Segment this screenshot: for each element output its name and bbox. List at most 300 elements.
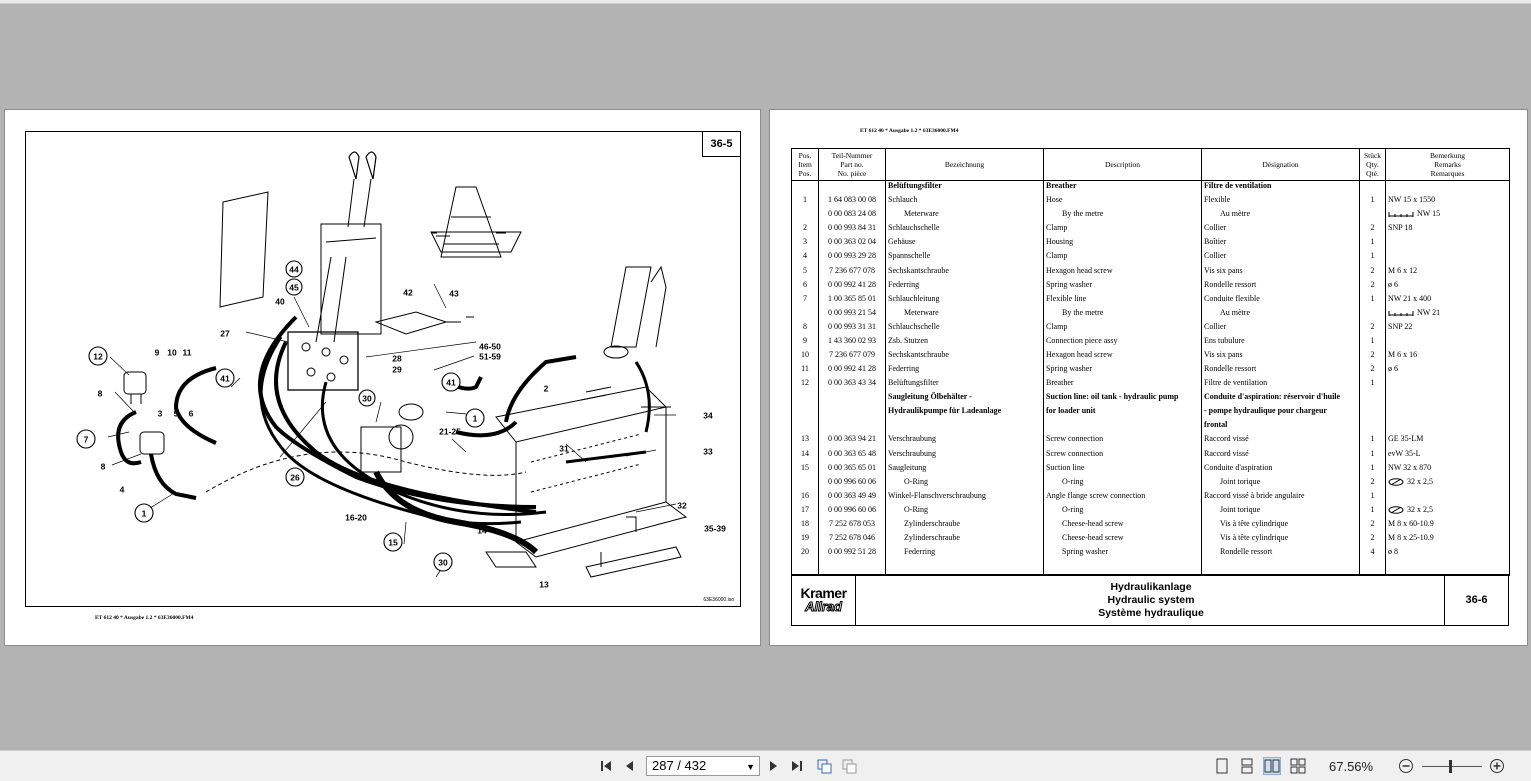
page-number-input[interactable]: 287 / 432 ▼ <box>646 756 760 776</box>
cell-pos <box>792 477 819 491</box>
cell-qty: 1 <box>1360 251 1386 265</box>
cell-de: Schlauch <box>886 195 1044 209</box>
cell-part: 7 236 677 078 <box>819 266 886 280</box>
cell-fr: Conduite d'aspiration <box>1202 463 1360 477</box>
cell-part: 0 00 993 29 28 <box>819 251 886 265</box>
cell-qty: 1 <box>1360 336 1386 350</box>
previous-page-button[interactable] <box>621 757 639 775</box>
table-row <box>792 533 1510 547</box>
cell-de: Saugleitung Ölbehälter - <box>886 392 1044 406</box>
table-row <box>792 294 1510 308</box>
cell-fr: Ens tubulure <box>1202 336 1360 350</box>
col-header-de: Bezeichnung <box>886 149 1044 181</box>
cell-fr: Boîtier <box>1202 237 1360 251</box>
cell-part: 1 00 365 85 01 <box>819 294 886 308</box>
table-row <box>792 350 1510 364</box>
callout-12: 12 <box>93 351 103 362</box>
cell-qty <box>1360 209 1386 223</box>
cell-de: O-Ring <box>886 505 1044 519</box>
cell-qty: 2 <box>1360 533 1386 547</box>
cell-en: Clamp <box>1044 223 1202 237</box>
cell-de: Schlauchschelle <box>886 322 1044 336</box>
cell-de: Federring <box>886 280 1044 294</box>
remark-text: NW 15 <box>1417 209 1441 219</box>
cell-qty: 1 <box>1360 505 1386 519</box>
table-row <box>792 223 1510 237</box>
cell-pos <box>792 209 819 223</box>
cell-part <box>819 392 886 406</box>
callout-6: 6 <box>188 408 194 419</box>
cell-de: Hydraulikpumpe für Ladeanlage <box>886 406 1044 420</box>
zoom-slider-track[interactable] <box>1422 766 1482 767</box>
callout-11: 11 <box>182 347 192 358</box>
cell-en: Suction line: oil tank - hydraulic pump <box>1044 392 1202 406</box>
cell-part: 0 00 992 41 28 <box>819 280 886 294</box>
callout-31: 31 <box>559 443 569 454</box>
cell-pos <box>792 308 819 322</box>
cell-de: Saugleitung <box>886 463 1044 477</box>
cell-pos: 16 <box>792 491 819 505</box>
page-header: ET 612 40 * Ausgabe 1.2 * 63E36000.FM4 <box>860 128 959 134</box>
cell-en <box>1044 420 1202 434</box>
cell-fr: Flexible <box>1202 195 1360 209</box>
cell-en: Hexagon head screw <box>1044 266 1202 280</box>
cell-qty: 1 <box>1360 237 1386 251</box>
title-en: Hydraulic system <box>1107 593 1195 606</box>
cell-qty: 1 <box>1360 463 1386 477</box>
last-page-icon <box>790 759 804 773</box>
cell-fr: Raccord vissé <box>1202 434 1360 448</box>
cell-en: Housing <box>1044 237 1202 251</box>
table-row <box>792 209 1510 223</box>
cell-de: Zsb. Stutzen <box>886 336 1044 350</box>
cell-en: Breather <box>1044 378 1202 392</box>
cell-rem <box>1386 378 1510 392</box>
next-page-icon <box>766 759 780 773</box>
cell-rem: SNP 22 <box>1386 322 1510 336</box>
col-header-en: Description <box>1044 149 1202 181</box>
cell-qty <box>1360 181 1386 196</box>
cell-rem: GE 35-LM <box>1386 434 1510 448</box>
cell-en: for loader unit <box>1044 406 1202 420</box>
cell-de: Spannschelle <box>886 251 1044 265</box>
cell-de: Zylinderschraube <box>886 533 1044 547</box>
cell-pos: 13 <box>792 434 819 448</box>
cell-rem: ø 6 <box>1386 280 1510 294</box>
callout-1b: 1 <box>472 413 478 424</box>
table-row <box>792 477 1510 491</box>
page-number-box: 36-5 <box>702 131 741 157</box>
cell-pos: 18 <box>792 519 819 533</box>
cell-en: Spring washer <box>1044 547 1202 561</box>
cell-fr: Conduite d'aspiration: réservoir d'huile <box>1202 392 1360 406</box>
single-page-icon <box>1215 758 1229 774</box>
cell-part: 0 00 083 24 08 <box>819 209 886 223</box>
cell-rem <box>1386 392 1510 406</box>
table-row <box>792 434 1510 448</box>
cell-part: 0 00 992 41 28 <box>819 364 886 378</box>
cell-part: 0 00 363 43 34 <box>819 378 886 392</box>
table-row <box>792 322 1510 336</box>
callout-8a: 8 <box>97 388 103 399</box>
callout-10: 10 <box>167 347 177 358</box>
table-row <box>792 463 1510 477</box>
cell-part: 0 00 993 84 31 <box>819 223 886 237</box>
callout-15: 15 <box>388 537 398 548</box>
cell-rem: evW 35-L <box>1386 449 1510 463</box>
cell-en: Angle flange screw connection <box>1044 491 1202 505</box>
cell-pos: 4 <box>792 251 819 265</box>
cell-rem: M 6 x 16 <box>1386 350 1510 364</box>
cell-rem: NW 15 x 1550 <box>1386 195 1510 209</box>
callout-2: 2 <box>543 383 549 394</box>
cell-rem <box>1386 251 1510 265</box>
cell-en: Clamp <box>1044 322 1202 336</box>
previous-page-icon <box>623 759 637 773</box>
cell-pos: 9 <box>792 336 819 350</box>
cell-part <box>819 181 886 196</box>
callout-41b: 41 <box>446 377 456 388</box>
table-row <box>792 195 1510 209</box>
cell-en: O-ring <box>1044 505 1202 519</box>
cell-rem: ø 6 <box>1386 364 1510 378</box>
callout-42: 42 <box>403 287 413 298</box>
cell-rem: NW 32 x 870 <box>1386 463 1510 477</box>
cell-pos: 17 <box>792 505 819 519</box>
table-row <box>792 392 1510 406</box>
single-page-view-button[interactable] <box>1213 757 1231 775</box>
o-ring-symbol-icon <box>1388 506 1404 514</box>
two-page-icon <box>1264 758 1280 774</box>
cell-part: 7 252 678 046 <box>819 533 886 547</box>
cell-rem <box>1386 308 1510 322</box>
cell-part: 0 00 993 21 54 <box>819 308 886 322</box>
by-metre-symbol-icon <box>1388 309 1414 317</box>
cell-rem: NW 21 x 400 <box>1386 294 1510 308</box>
remark-text: NW 21 <box>1417 307 1441 317</box>
cell-fr: Collier <box>1202 251 1360 265</box>
cell-en: Screw connection <box>1044 449 1202 463</box>
cell-rem <box>1386 181 1510 196</box>
cell-part: 0 00 363 65 48 <box>819 449 886 463</box>
cell-qty: 2 <box>1360 364 1386 378</box>
cell-pos <box>792 420 819 434</box>
col-header-pos: Pos. Item Pos. <box>792 149 819 181</box>
col-header-fr: Désignation <box>1202 149 1360 181</box>
callout-45: 45 <box>289 282 299 293</box>
callout-21-25: 21-25 <box>439 426 461 437</box>
cell-fr: Au mètre <box>1202 308 1360 322</box>
cell-en: Spring washer <box>1044 364 1202 378</box>
cell-part <box>819 420 886 434</box>
zoom-in-icon <box>1489 758 1505 774</box>
table-row <box>792 505 1510 519</box>
diagram-frame <box>25 131 741 607</box>
cell-part: 0 00 996 60 06 <box>819 477 886 491</box>
cell-fr: Joint torique <box>1202 505 1360 519</box>
cell-rem: ø 8 <box>1386 547 1510 561</box>
callout-40: 40 <box>275 296 285 307</box>
col-header-qty: Stück Qty. Qté. <box>1360 149 1386 181</box>
cell-rem <box>1386 491 1510 505</box>
cell-part: 1 43 360 02 93 <box>819 336 886 350</box>
cell-pos: 15 <box>792 463 819 477</box>
cell-qty: 1 <box>1360 195 1386 209</box>
cell-qty: 2 <box>1360 519 1386 533</box>
callout-4: 4 <box>119 484 125 495</box>
table-row <box>792 280 1510 294</box>
cell-qty <box>1360 308 1386 322</box>
callout-5: 5 <box>173 408 179 419</box>
table-row <box>792 449 1510 463</box>
cell-de: Winkel-Flanschverschraubung <box>886 491 1044 505</box>
continuous-view-button[interactable] <box>1238 757 1256 775</box>
cell-rem <box>1386 237 1510 251</box>
page-number: 36-6 <box>1444 575 1508 625</box>
callout-14: 14 <box>477 525 487 536</box>
cell-part: 7 252 678 053 <box>819 519 886 533</box>
copy-icon <box>816 758 832 774</box>
cell-part <box>819 406 886 420</box>
cell-de: Belüftungsfilter <box>886 181 1044 196</box>
table-row <box>792 547 1510 561</box>
cell-fr: Rondelle ressort <box>1202 280 1360 294</box>
cell-qty: 1 <box>1360 294 1386 308</box>
table-row <box>792 251 1510 265</box>
cell-rem: M 8 x 25-10.9 <box>1386 533 1510 547</box>
cell-fr: Collier <box>1202 322 1360 336</box>
callout-16-20: 16-20 <box>345 512 367 523</box>
callout-34: 34 <box>703 410 713 421</box>
copy-button[interactable] <box>815 757 833 775</box>
cell-fr: - pompe hydraulique pour chargeur <box>1202 406 1360 420</box>
cell-pos: 11 <box>792 364 819 378</box>
cell-part: 7 236 677 079 <box>819 350 886 364</box>
cell-pos: 1 <box>792 195 819 209</box>
cell-en: Clamp <box>1044 251 1202 265</box>
callout-28: 28 <box>392 353 402 364</box>
cell-en: Connection piece assy <box>1044 336 1202 350</box>
cell-qty: 2 <box>1360 266 1386 280</box>
parts-table <box>791 148 1510 576</box>
cell-de: Sechskantschraube <box>886 266 1044 280</box>
callout-44: 44 <box>289 264 299 275</box>
cell-pos: 12 <box>792 378 819 392</box>
cell-en: Hexagon head screw <box>1044 350 1202 364</box>
table-row <box>792 406 1510 420</box>
cell-fr: Vis à tête cylindrique <box>1202 533 1360 547</box>
next-page-button[interactable] <box>764 757 782 775</box>
zoom-level: 67.56% <box>1329 759 1374 774</box>
table-row <box>792 378 1510 392</box>
cell-rem: SNP 18 <box>1386 223 1510 237</box>
paste-icon <box>841 758 857 774</box>
two-page-view-button[interactable] <box>1263 757 1281 775</box>
cell-de: Schlauchleitung <box>886 294 1044 308</box>
cell-rem: M 8 x 60-10.9 <box>1386 519 1510 533</box>
cell-fr: Filtre de ventilation <box>1202 181 1360 196</box>
callout-51-59: 51-59 <box>479 351 501 362</box>
cell-qty: 2 <box>1360 280 1386 294</box>
zoom-out-button[interactable] <box>1397 757 1415 775</box>
table-row <box>792 237 1510 251</box>
cell-en: Screw connection <box>1044 434 1202 448</box>
cell-qty: 1 <box>1360 434 1386 448</box>
cell-pos: 10 <box>792 350 819 364</box>
zoom-slider-thumb[interactable] <box>1449 760 1452 773</box>
cell-pos <box>792 181 819 196</box>
cell-pos <box>792 406 819 420</box>
cell-pos: 5 <box>792 266 819 280</box>
cell-fr: Vis à tête cylindrique <box>1202 519 1360 533</box>
cell-en: By the metre <box>1044 308 1202 322</box>
cell-de: Belüftungsfilter <box>886 378 1044 392</box>
cell-rem <box>1386 336 1510 350</box>
table-header-row <box>792 149 1510 181</box>
cell-qty: 1 <box>1360 378 1386 392</box>
callout-9: 9 <box>154 347 160 358</box>
title-de: Hydraulikanlage <box>1110 580 1192 593</box>
cell-pos: 2 <box>792 223 819 237</box>
callout-13: 13 <box>539 579 549 590</box>
drawing-code: 63E36000.iso <box>703 597 734 603</box>
cell-de: Zylinderschraube <box>886 519 1044 533</box>
callout-26: 26 <box>290 472 300 483</box>
cell-en: Hose <box>1044 195 1202 209</box>
cell-en: O-ring <box>1044 477 1202 491</box>
page-footer: ET 612 40 * Ausgabe 1.2 * 63E36000.FM4 <box>95 615 194 621</box>
chevron-down-icon: ▼ <box>746 762 755 772</box>
table-row <box>792 308 1510 322</box>
cell-pos: 3 <box>792 237 819 251</box>
cell-qty: 1 <box>1360 491 1386 505</box>
cell-rem <box>1386 420 1510 434</box>
o-ring-symbol-icon <box>1388 478 1404 486</box>
cell-en: Cheese-head screw <box>1044 519 1202 533</box>
cell-de: Meterware <box>886 308 1044 322</box>
cell-part: 0 00 363 02 04 <box>819 237 886 251</box>
two-page-continuous-icon <box>1290 758 1306 774</box>
viewer-toolbar <box>0 750 1531 781</box>
cell-de: Federring <box>886 547 1044 561</box>
col-header-part: Teil-Nummer Part no. No. pièce <box>819 149 886 181</box>
cell-fr: Raccord vissé à bride angulaire <box>1202 491 1360 505</box>
cell-qty: 2 <box>1360 477 1386 491</box>
cell-fr: Rondelle ressort <box>1202 547 1360 561</box>
cell-pos: 7 <box>792 294 819 308</box>
cell-en: By the metre <box>1044 209 1202 223</box>
callout-8b: 8 <box>100 461 106 472</box>
callout-33: 33 <box>703 446 713 457</box>
cell-pos <box>792 392 819 406</box>
callout-41a: 41 <box>220 373 230 384</box>
table-row <box>792 336 1510 350</box>
cell-qty: 2 <box>1360 322 1386 336</box>
cell-fr: Conduite flexible <box>1202 294 1360 308</box>
cell-en: Flexible line <box>1044 294 1202 308</box>
document-page-left <box>4 109 761 646</box>
zoom-in-button[interactable] <box>1488 757 1506 775</box>
cell-fr: Raccord vissé <box>1202 449 1360 463</box>
hydraulic-exploded-diagram <box>26 132 740 606</box>
table-row <box>792 181 1510 196</box>
cell-rem: M 6 x 12 <box>1386 266 1510 280</box>
callout-7: 7 <box>83 434 89 445</box>
table-row <box>792 364 1510 378</box>
cell-part: 1 64 083 00 08 <box>819 195 886 209</box>
callout-30b: 30 <box>438 557 448 568</box>
cell-de: Verschraubung <box>886 449 1044 463</box>
cell-fr: frontal <box>1202 420 1360 434</box>
cell-qty: 4 <box>1360 547 1386 561</box>
cell-part: 0 00 992 51 28 <box>819 547 886 561</box>
title-text <box>856 575 1446 625</box>
cell-qty <box>1360 392 1386 406</box>
cell-fr: Rondelle ressort <box>1202 364 1360 378</box>
cell-fr: Joint torique <box>1202 477 1360 491</box>
cell-qty: 1 <box>1360 449 1386 463</box>
callout-46-50: 46-50 <box>479 341 501 352</box>
cell-pos: 14 <box>792 449 819 463</box>
title-fr: Système hydraulique <box>1098 606 1204 619</box>
continuous-page-icon <box>1240 758 1254 774</box>
cell-de: Schlauchschelle <box>886 223 1044 237</box>
remark-text: 32 x 2,5 <box>1407 476 1433 486</box>
cell-de: Sechskantschraube <box>886 350 1044 364</box>
cell-fr: Au mètre <box>1202 209 1360 223</box>
callout-35-39: 35-39 <box>704 523 726 534</box>
cell-qty: 2 <box>1360 223 1386 237</box>
cell-en: Cheese-head screw <box>1044 533 1202 547</box>
cell-fr: Filtre de ventilation <box>1202 378 1360 392</box>
cell-fr: Collier <box>1202 223 1360 237</box>
first-page-icon <box>599 759 613 773</box>
cell-de: Verschraubung <box>886 434 1044 448</box>
cell-en: Breather <box>1044 181 1202 196</box>
cell-pos: 19 <box>792 533 819 547</box>
cell-fr: Vis six pans <box>1202 350 1360 364</box>
callout-29: 29 <box>392 364 402 375</box>
cell-pos: 6 <box>792 280 819 294</box>
cell-part: 0 00 993 31 31 <box>819 322 886 336</box>
callout-43: 43 <box>449 288 459 299</box>
callout-30a: 30 <box>362 393 372 404</box>
table-row <box>792 519 1510 533</box>
callout-1: 1 <box>141 508 147 519</box>
by-metre-symbol-icon <box>1388 210 1414 218</box>
cell-de: Federring <box>886 364 1044 378</box>
cell-en: Spring washer <box>1044 280 1202 294</box>
cell-part: 0 00 996 60 06 <box>819 505 886 519</box>
cell-de: O-Ring <box>886 477 1044 491</box>
cell-rem <box>1386 505 1510 519</box>
col-header-remarks: Bemerkung Remarks Remarques <box>1386 149 1510 181</box>
callout-3: 3 <box>157 408 163 419</box>
cell-part: 0 00 365 65 01 <box>819 463 886 477</box>
cell-en: Suction line <box>1044 463 1202 477</box>
first-page-button[interactable] <box>597 757 615 775</box>
callout-32: 32 <box>677 500 687 511</box>
table-row <box>792 491 1510 505</box>
two-page-continuous-button[interactable] <box>1289 757 1307 775</box>
cell-pos: 8 <box>792 322 819 336</box>
cell-rem <box>1386 406 1510 420</box>
cell-qty: 2 <box>1360 350 1386 364</box>
table-row <box>792 420 1510 434</box>
remark-text: 32 x 2,5 <box>1407 504 1433 514</box>
last-page-button[interactable] <box>788 757 806 775</box>
paste-button[interactable] <box>840 757 858 775</box>
